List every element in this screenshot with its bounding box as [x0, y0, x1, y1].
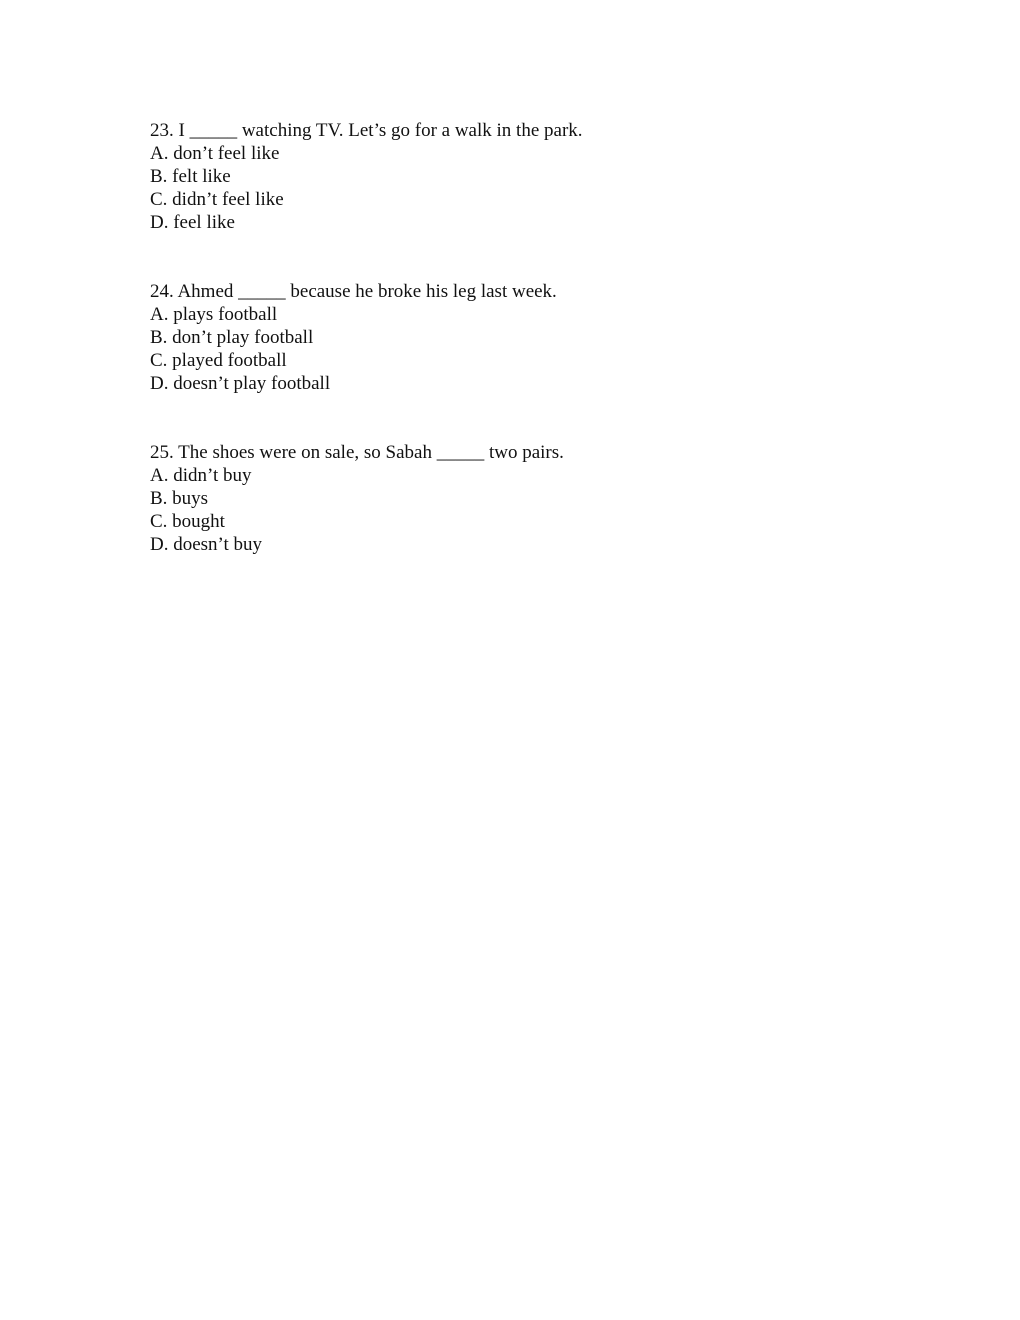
- answer-option-b: B. don’t play football: [150, 327, 314, 348]
- answer-option-c: C. didn’t feel like: [150, 189, 284, 210]
- answer-option-c: C. played football: [150, 350, 287, 371]
- question-stem: 24. Ahmed _____ because he broke his leg last week.: [150, 281, 557, 302]
- answer-option-c: C. bought: [150, 511, 225, 532]
- answer-option-a: A. plays football: [150, 304, 278, 325]
- answer-option-b: B. felt like: [150, 166, 231, 187]
- answer-option-a: A. didn’t buy: [150, 465, 252, 486]
- answer-option-b: B. buys: [150, 488, 209, 509]
- question-25: [150, 441, 950, 556]
- answer-option-d: D. doesn’t play football: [150, 373, 331, 394]
- question-stem: 23. I _____ watching TV. Let’s go for a walk in the park.: [150, 120, 583, 141]
- question-23: [150, 119, 950, 234]
- answer-option-a: A. don’t feel like: [150, 143, 280, 164]
- question-stem: 25. The shoes were on sale, so Sabah _____ two pairs.: [150, 442, 564, 463]
- answer-option-d: D. doesn’t buy: [150, 534, 263, 555]
- document-page: [150, 119, 950, 556]
- answer-option-d: D. feel like: [150, 212, 235, 233]
- question-24: [150, 280, 950, 395]
